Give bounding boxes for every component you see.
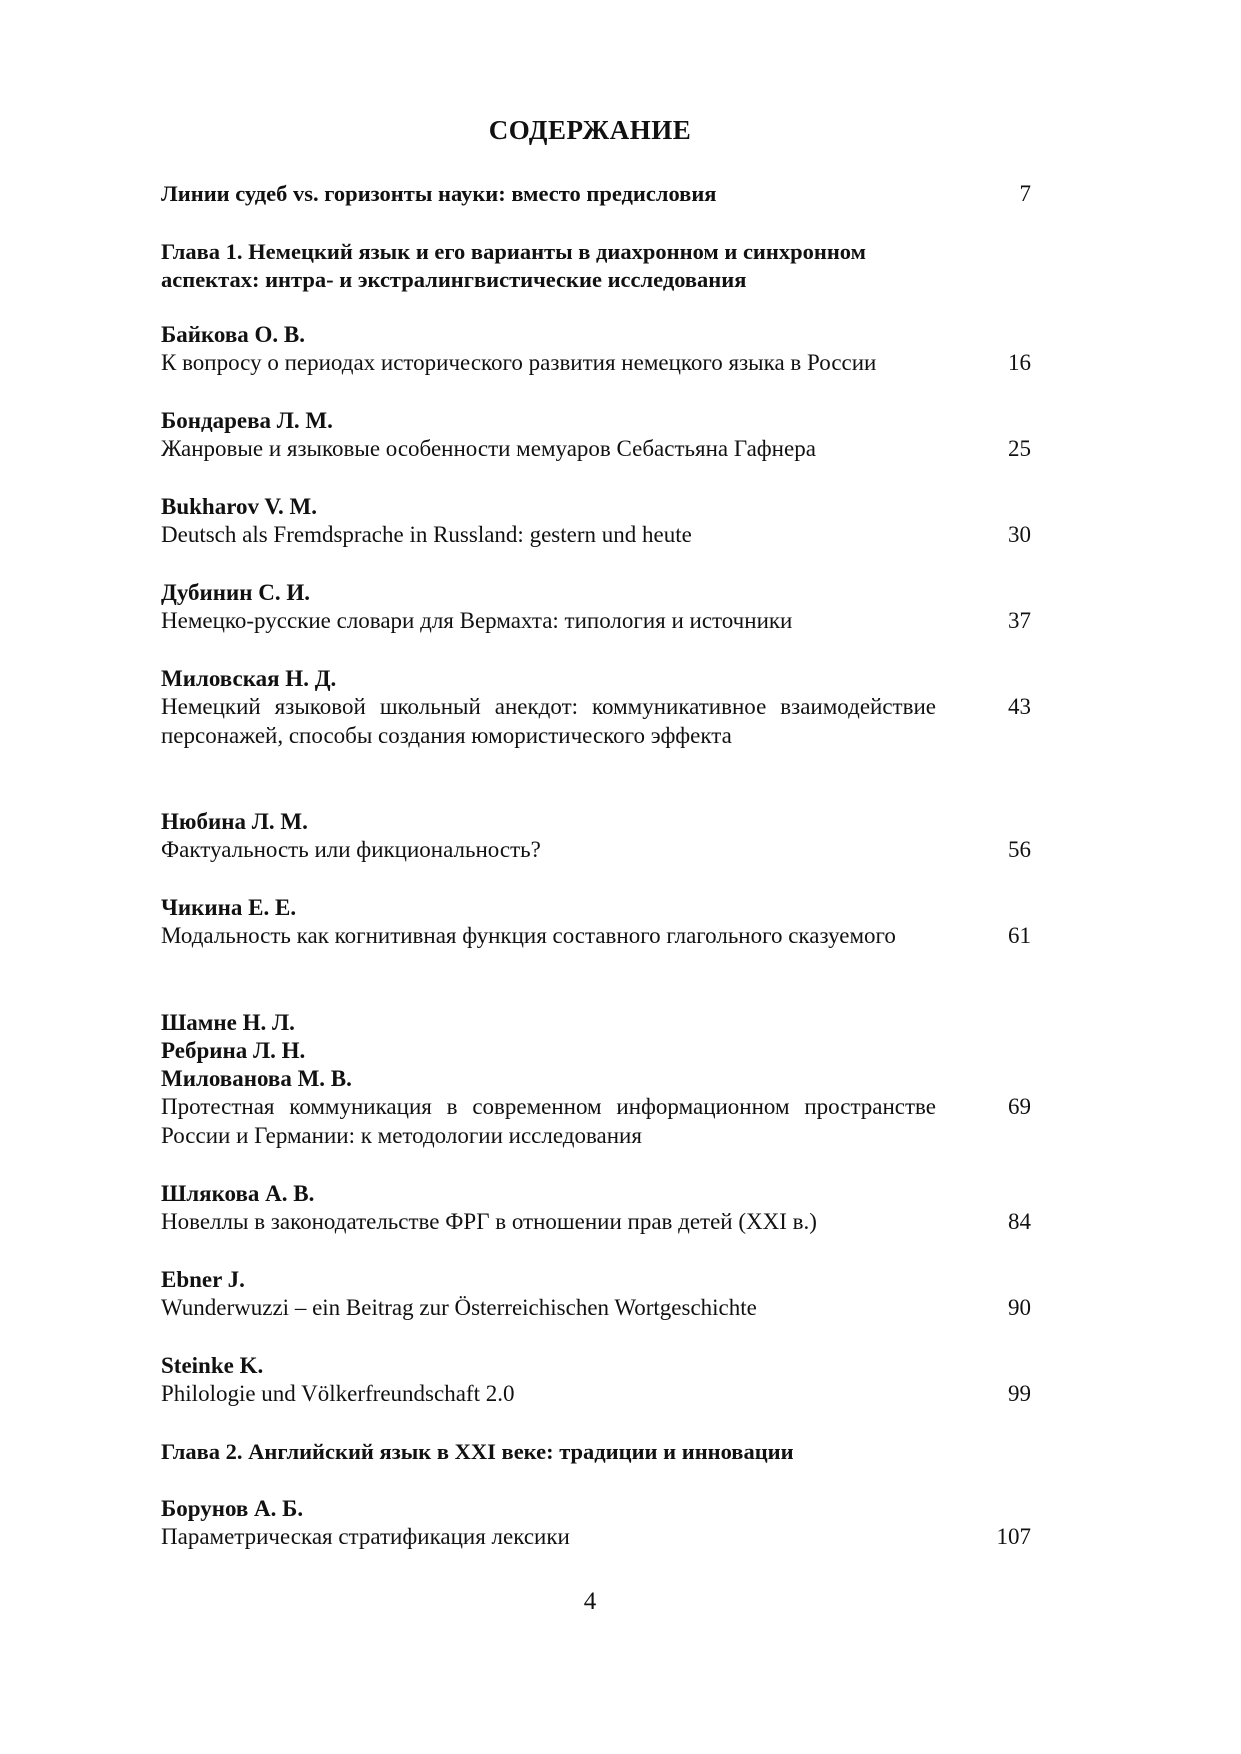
entry-title: Фактуальность или фикциональность? bbox=[161, 837, 541, 862]
entry-author: Бондарева Л. М. bbox=[161, 408, 333, 433]
entry-page: 90 bbox=[1008, 1295, 1031, 1320]
toc-entry[interactable] bbox=[161, 493, 1031, 550]
entry-author: Дубинин С. И. bbox=[161, 580, 311, 605]
entry-author: Нюбина Л. М. bbox=[161, 809, 308, 834]
toc-entry[interactable] bbox=[161, 665, 1031, 750]
entry-author: Bukharov V. M. bbox=[161, 494, 317, 519]
entry-page: 37 bbox=[1008, 608, 1031, 633]
entry-author: Steinke K. bbox=[161, 1353, 264, 1378]
entry-page: 99 bbox=[1008, 1381, 1031, 1406]
page-title: СОДЕРЖАНИЕ bbox=[488, 115, 692, 145]
page-number: 4 bbox=[583, 1588, 597, 1615]
toc-entry[interactable] bbox=[161, 1352, 1031, 1409]
entry-title: Deutsch als Fremdsprache in Russland: gestern und heute bbox=[161, 522, 692, 547]
toc-entry[interactable] bbox=[161, 894, 1031, 951]
entry-author: Миловская Н. Д. bbox=[161, 666, 337, 691]
chapter-heading-line: аспектах: интра- и экстралингвистические исследования bbox=[161, 267, 747, 292]
entry-author: Шлякова А. В. bbox=[161, 1181, 315, 1206]
entry-page: 7 bbox=[1019, 181, 1031, 206]
entry-title: Wunderwuzzi – ein Beitrag zur Österreichischen Wortgeschichte bbox=[161, 1295, 757, 1320]
entry-author: Байкова О. В. bbox=[161, 322, 305, 347]
entry-page: 43 bbox=[1008, 694, 1031, 719]
entry-page: 84 bbox=[1008, 1209, 1031, 1234]
entry-author: Ebner J. bbox=[161, 1267, 245, 1292]
entry-title: Philologie und Völkerfreundschaft 2.0 bbox=[161, 1381, 515, 1406]
entry-page: 61 bbox=[1008, 923, 1031, 948]
entry-author: Милованова М. В. bbox=[161, 1066, 352, 1091]
entry-title: Жанровые и языковые особенности мемуаров Себастьяна Гафнера bbox=[161, 436, 816, 461]
entry-author: Ребрина Л. Н. bbox=[161, 1038, 306, 1063]
entry-page: 69 bbox=[1008, 1094, 1031, 1119]
entry-page: 25 bbox=[1008, 436, 1031, 461]
entry-title: Протестная коммуникация в современном информационном пространстве России и Германии: к методологии исследования bbox=[161, 1094, 936, 1148]
chapter-heading-2 bbox=[161, 1438, 1031, 1466]
toc-entry[interactable] bbox=[161, 1266, 1031, 1323]
entry-title: К вопросу о периодах исторического развития немецкого языка в России bbox=[161, 350, 877, 375]
toc-entry[interactable] bbox=[161, 1495, 1031, 1552]
entry-author: Шамне Н. Л. bbox=[161, 1010, 295, 1035]
toc-entry[interactable] bbox=[161, 321, 1031, 378]
entry-title: Параметрическая стратификация лексики bbox=[161, 1524, 570, 1549]
entry-page: 56 bbox=[1008, 837, 1031, 862]
chapter-heading-line: Глава 1. Немецкий язык и его варианты в диахронном и синхронном bbox=[161, 239, 866, 264]
toc-entry[interactable] bbox=[161, 1180, 1031, 1237]
entry-title: Новеллы в законодательстве ФРГ в отношении прав детей (XXI в.) bbox=[161, 1209, 817, 1234]
toc-entry[interactable] bbox=[161, 407, 1031, 464]
entry-title: Немецко-русские словари для Вермахта: типология и источники bbox=[161, 608, 793, 633]
entry-page: 30 bbox=[1008, 522, 1031, 547]
entry-author: Борунов А. Б. bbox=[161, 1496, 304, 1521]
toc-entry-intro[interactable] bbox=[161, 180, 1031, 208]
entry-title: Линии судеб vs. горизонты науки: вместо предисловия bbox=[161, 181, 717, 206]
toc-entry[interactable] bbox=[161, 579, 1031, 636]
chapter-heading-line: Глава 2. Английский язык в XXI веке: традиции и инновации bbox=[161, 1439, 794, 1464]
toc-entry[interactable] bbox=[161, 1009, 1031, 1150]
entry-page: 107 bbox=[996, 1524, 1031, 1549]
toc-entry[interactable] bbox=[161, 808, 1031, 865]
entry-title: Модальность как когнитивная функция составного глагольного сказуемого bbox=[161, 923, 896, 948]
entry-author: Чикина Е. Е. bbox=[161, 895, 297, 920]
chapter-heading-1 bbox=[161, 238, 1031, 294]
entry-title: Немецкий языковой школьный анекдот: коммуникативное взаимодействие персонажей, способы создания юмористического эффекта bbox=[161, 694, 936, 748]
entry-page: 16 bbox=[1008, 350, 1031, 375]
